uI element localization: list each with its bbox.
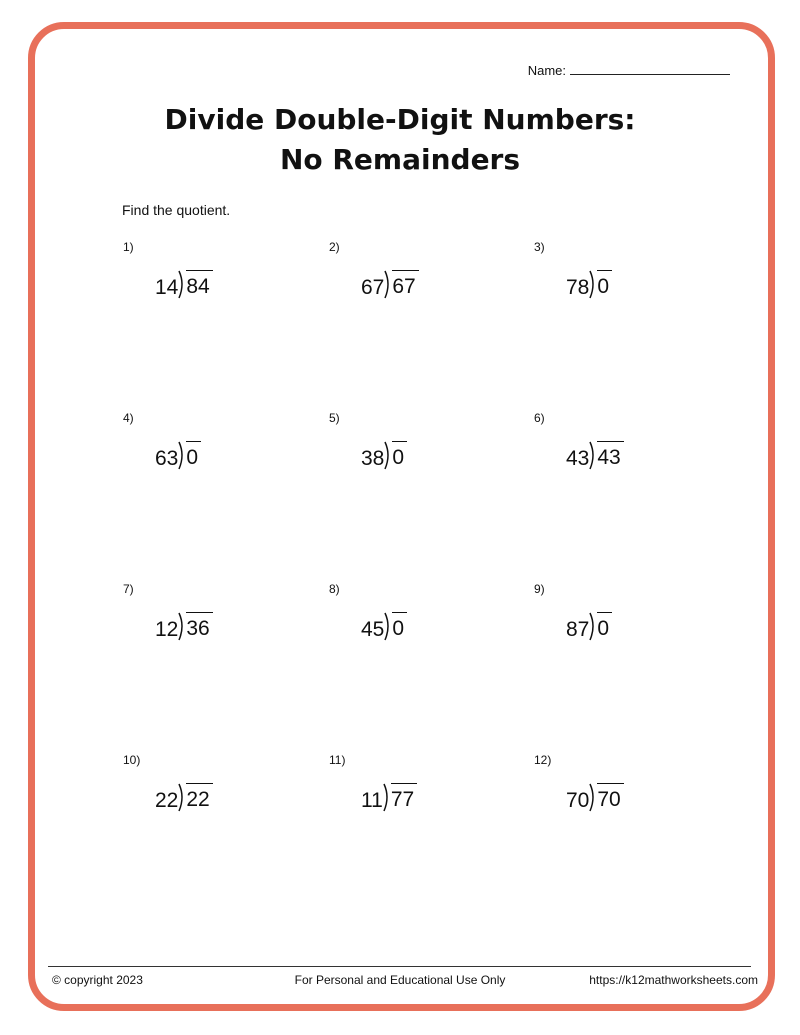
name-label: Name: <box>527 63 566 78</box>
problem-item <box>534 753 694 833</box>
divisor: 45 <box>361 618 385 641</box>
dividend: 43 <box>597 441 623 470</box>
worksheet-title-line-2: No Remainders <box>279 143 521 176</box>
dividend: 0 <box>392 612 407 641</box>
problem-item <box>534 582 694 662</box>
dividend: 77 <box>391 783 417 812</box>
dividend: 36 <box>186 612 212 641</box>
long-division-expression <box>566 783 624 813</box>
divisor: 14 <box>155 276 179 299</box>
problem-item <box>329 411 489 491</box>
division-bracket-icon <box>589 270 597 299</box>
long-division-expression <box>155 783 213 813</box>
instructions: Find the quotient. <box>122 202 231 218</box>
divisor: 43 <box>566 447 590 470</box>
footer-copyright: © copyright 2023 <box>52 973 143 987</box>
problem-number: 12) <box>534 753 552 767</box>
division-bracket-icon <box>178 441 186 470</box>
problem-number: 3) <box>534 240 545 254</box>
problem-item <box>534 411 694 491</box>
worksheet-title-line-1: Divide Double-Digit Numbers: <box>164 103 636 136</box>
problem-number: 7) <box>123 582 134 596</box>
problem-item <box>329 582 489 662</box>
footer-url: https://k12mathworksheets.com <box>589 973 758 987</box>
dividend: 0 <box>392 441 407 470</box>
long-division-expression <box>361 612 407 642</box>
division-bracket-icon <box>178 270 186 299</box>
problem-number: 8) <box>329 582 340 596</box>
problem-number: 11) <box>329 753 346 767</box>
long-division-expression <box>566 270 612 300</box>
problem-item <box>123 240 283 320</box>
problem-number: 1) <box>123 240 134 254</box>
divisor: 78 <box>566 276 590 299</box>
long-division-expression <box>361 783 417 813</box>
dividend: 70 <box>597 783 623 812</box>
long-division-expression <box>566 612 612 642</box>
problem-item <box>123 582 283 662</box>
division-bracket-icon <box>589 612 597 641</box>
long-division-expression <box>566 441 624 471</box>
divisor: 12 <box>155 618 179 641</box>
problem-number: 2) <box>329 240 340 254</box>
divisor: 67 <box>361 276 385 299</box>
division-bracket-icon <box>589 441 597 470</box>
long-division-expression <box>155 270 213 300</box>
problem-item <box>329 240 489 320</box>
divisor: 22 <box>155 789 179 812</box>
problem-number: 9) <box>534 582 545 596</box>
divisor: 11 <box>361 789 383 812</box>
long-division-expression <box>361 441 407 471</box>
problem-item <box>534 240 694 320</box>
division-bracket-icon <box>384 612 392 641</box>
division-bracket-icon <box>178 783 186 812</box>
name-blank-line <box>570 62 730 75</box>
dividend: 22 <box>186 783 212 812</box>
footer-usage-note: For Personal and Educational Use Only <box>294 973 506 987</box>
problem-item <box>329 753 489 833</box>
divisor: 38 <box>361 447 385 470</box>
long-division-expression <box>361 270 419 300</box>
problem-item <box>123 753 283 833</box>
long-division-expression <box>155 441 201 471</box>
name-field <box>528 62 730 78</box>
problem-item <box>123 411 283 491</box>
problem-number: 4) <box>123 411 134 425</box>
division-bracket-icon <box>384 270 392 299</box>
dividend: 0 <box>597 612 612 641</box>
division-bracket-icon <box>384 441 392 470</box>
division-bracket-icon <box>383 783 391 812</box>
dividend: 0 <box>186 441 201 470</box>
footer-divider <box>48 966 751 967</box>
problem-number: 5) <box>329 411 340 425</box>
divisor: 63 <box>155 447 179 470</box>
dividend: 67 <box>392 270 418 299</box>
problem-number: 6) <box>534 411 545 425</box>
divisor: 87 <box>566 618 590 641</box>
division-bracket-icon <box>178 612 186 641</box>
dividend: 84 <box>186 270 212 299</box>
dividend: 0 <box>597 270 612 299</box>
division-bracket-icon <box>589 783 597 812</box>
long-division-expression <box>155 612 213 642</box>
divisor: 70 <box>566 789 590 812</box>
problem-number: 10) <box>123 753 141 767</box>
